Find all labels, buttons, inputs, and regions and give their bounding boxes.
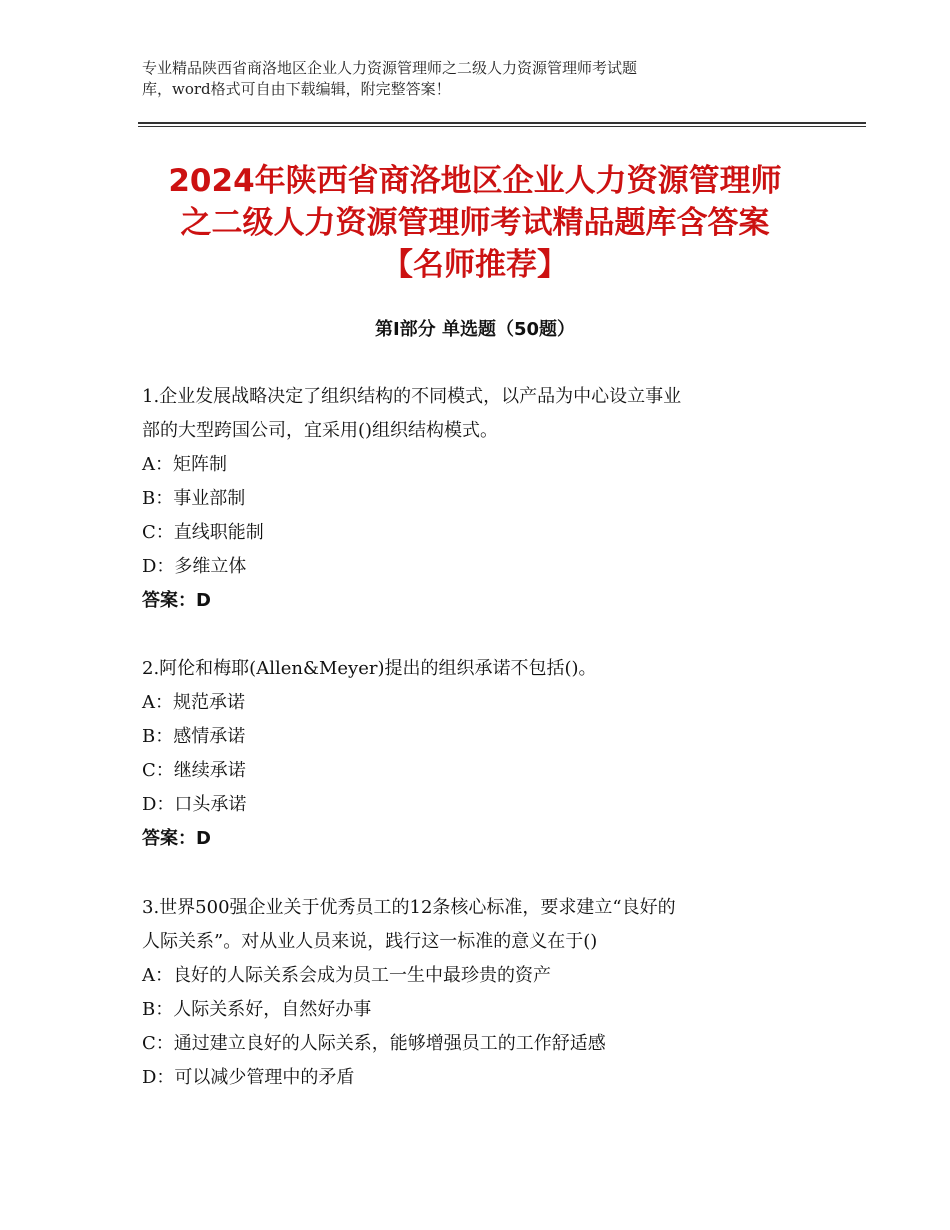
question-text: 3.世界500强企业关于优秀员工的12条核心标准，要求建立“良好的 — [142, 897, 676, 918]
option-c: C：继续承诺 — [142, 760, 246, 781]
title-line: 【名师推荐】 — [382, 247, 568, 283]
option-a: A：规范承诺 — [142, 692, 245, 713]
option-c: C：通过建立良好的人际关系，能够增强员工的工作舒适感 — [142, 1033, 606, 1054]
answer: 答案：D — [142, 590, 211, 611]
header-note-line: 库，word格式可自由下载编辑，附完整答案！ — [142, 80, 451, 98]
title-line: 之二级人力资源管理师考试精品题库含答案 — [180, 205, 770, 241]
option-d: D：口头承诺 — [142, 794, 247, 815]
question-1 — [142, 380, 822, 618]
document-title — [120, 160, 830, 286]
question-text: 人际关系”。对从业人员来说，践行这一标准的意义在于() — [142, 931, 598, 952]
option-a: A：良好的人际关系会成为员工一生中最珍贵的资产 — [142, 965, 551, 986]
answer: 答案：D — [142, 828, 211, 849]
question-text: 部的大型跨国公司，宜采用()组织结构模式。 — [142, 420, 499, 441]
title-line: 2024年陕西省商洛地区企业人力资源管理师 — [168, 163, 782, 199]
question-text: 1.企业发展战略决定了组织结构的不同模式，以产品为中心设立事业 — [142, 386, 682, 407]
option-d: D：可以减少管理中的矛盾 — [142, 1067, 355, 1088]
question-2 — [142, 652, 822, 856]
header-note — [142, 58, 782, 100]
question-3 — [142, 891, 822, 1095]
question-text: 2.阿伦和梅耶(Allen&Meyer)提出的组织承诺不包括()。 — [142, 658, 597, 679]
header-divider-thin — [138, 126, 866, 127]
header-note-line: 专业精品陕西省商洛地区企业人力资源管理师之二级人力资源管理师考试题 — [142, 59, 638, 77]
option-b: B：事业部制 — [142, 488, 246, 509]
option-a: A：矩阵制 — [142, 454, 227, 475]
section-heading: 第Ⅰ部分 单选题（50题） — [374, 319, 575, 340]
option-b: B：感情承诺 — [142, 726, 246, 747]
option-b: B：人际关系好，自然好办事 — [142, 999, 372, 1020]
option-c: C：直线职能制 — [142, 522, 264, 543]
option-d: D：多维立体 — [142, 556, 247, 577]
header-divider-thick — [138, 122, 866, 124]
